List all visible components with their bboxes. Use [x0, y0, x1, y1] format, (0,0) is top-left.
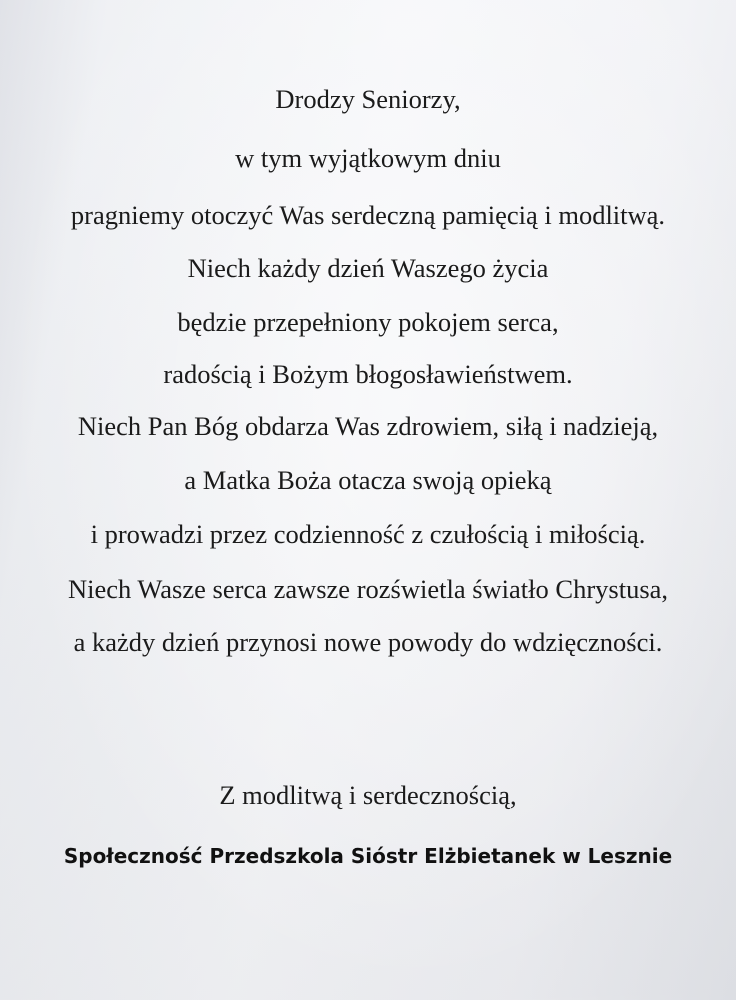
signature: Społeczność Przedszkola Sióstr Elżbietanek w Lesznie: [63, 844, 673, 868]
letter-line: radością i Bożym błogosławieństwem.: [163, 359, 573, 389]
letter-line: Niech każdy dzień Waszego życia: [187, 253, 549, 283]
letter-line: a Matka Boża otacza swoją opieką: [184, 465, 552, 495]
closing: Z modlitwą i serdecznością,: [219, 780, 517, 810]
letter-line: będzie przepełniony pokojem serca,: [177, 307, 559, 337]
letter-line: i prowadzi przez codzienność z czułością i miłością.: [90, 519, 646, 549]
letter-line: a każdy dzień przynosi nowe powody do wdzięczności.: [73, 627, 663, 657]
letter-line: w tym wyjątkowym dniu: [235, 143, 501, 173]
letter-line: pragniemy otoczyć Was serdeczną pamięcią i modlitwą.: [70, 200, 666, 230]
letter-line: Niech Pan Bóg obdarza Was zdrowiem, siłą i nadzieją,: [77, 411, 659, 441]
greeting: Drodzy Seniorzy,: [275, 84, 461, 114]
letter-line: Niech Wasze serca zawsze rozświetla światło Chrystusa,: [67, 574, 669, 604]
